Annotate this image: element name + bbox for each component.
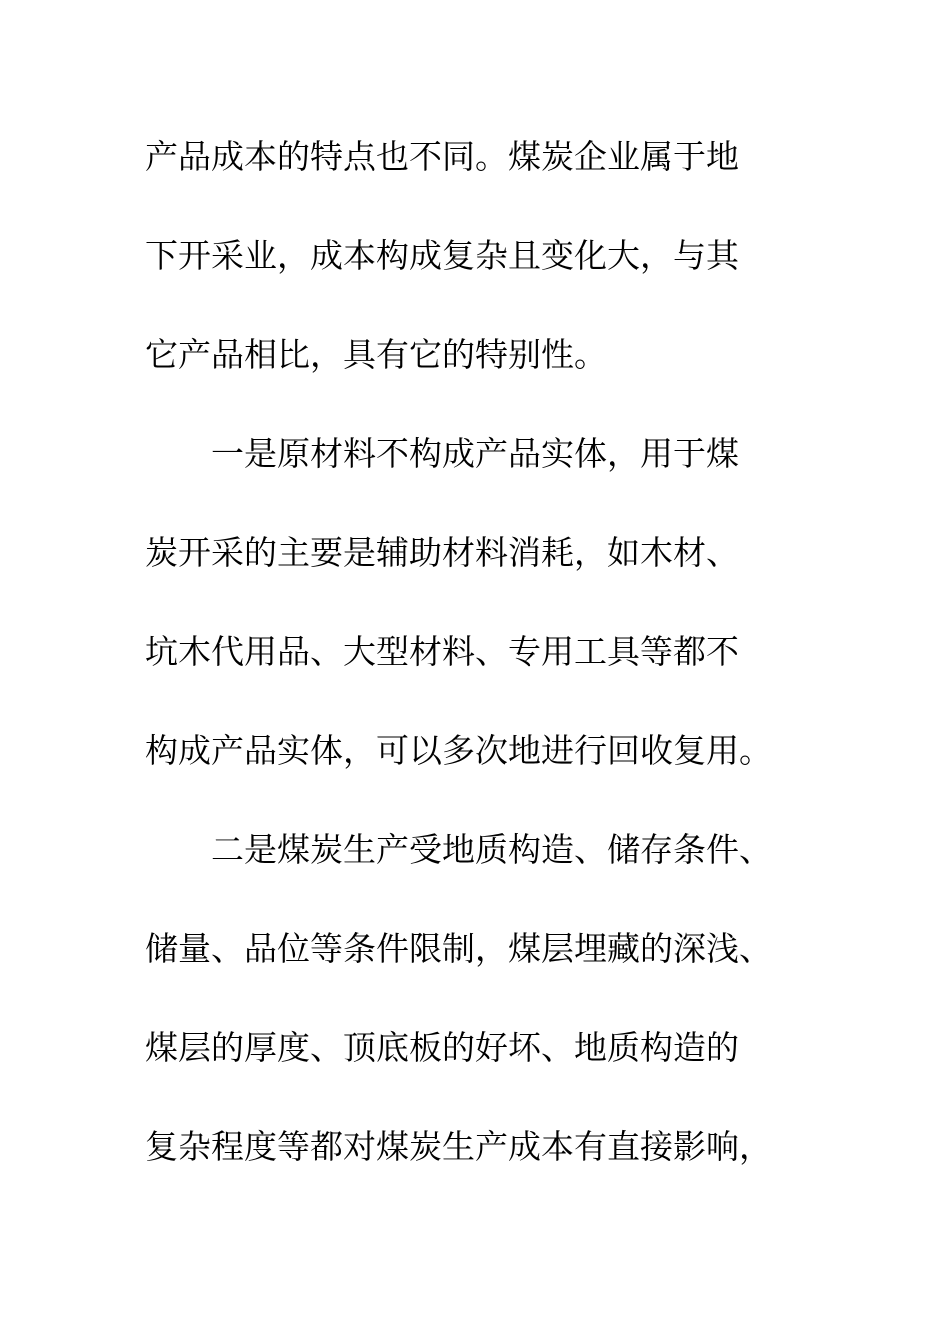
text-line: 产品成本的特点也不同。煤炭企业属于地	[145, 137, 739, 176]
text-line: 一是原材料不构成产品实体，用于煤	[145, 434, 739, 473]
text-line: 炭开采的主要是辅助材料消耗，如木材、	[145, 533, 739, 572]
text-line: 它产品相比，具有它的特别性。	[145, 335, 607, 374]
text-line: 构成产品实体，可以多次地进行回收复用。	[145, 731, 772, 770]
text-line: 复杂程度等都对煤炭生产成本有直接影响，	[145, 1127, 772, 1166]
text-line: 下开采业，成本构成复杂且变化大，与其	[145, 236, 739, 275]
text-line: 煤层的厚度、顶底板的好坏、地质构造的	[145, 1028, 739, 1067]
text-line: 坑木代用品、大型材料、专用工具等都不	[145, 632, 739, 671]
text-line: 二是煤炭生产受地质构造、储存条件、	[145, 830, 772, 869]
document-body	[145, 124, 815, 1213]
text-line: 储量、品位等条件限制，煤层埋藏的深浅、	[145, 929, 772, 968]
